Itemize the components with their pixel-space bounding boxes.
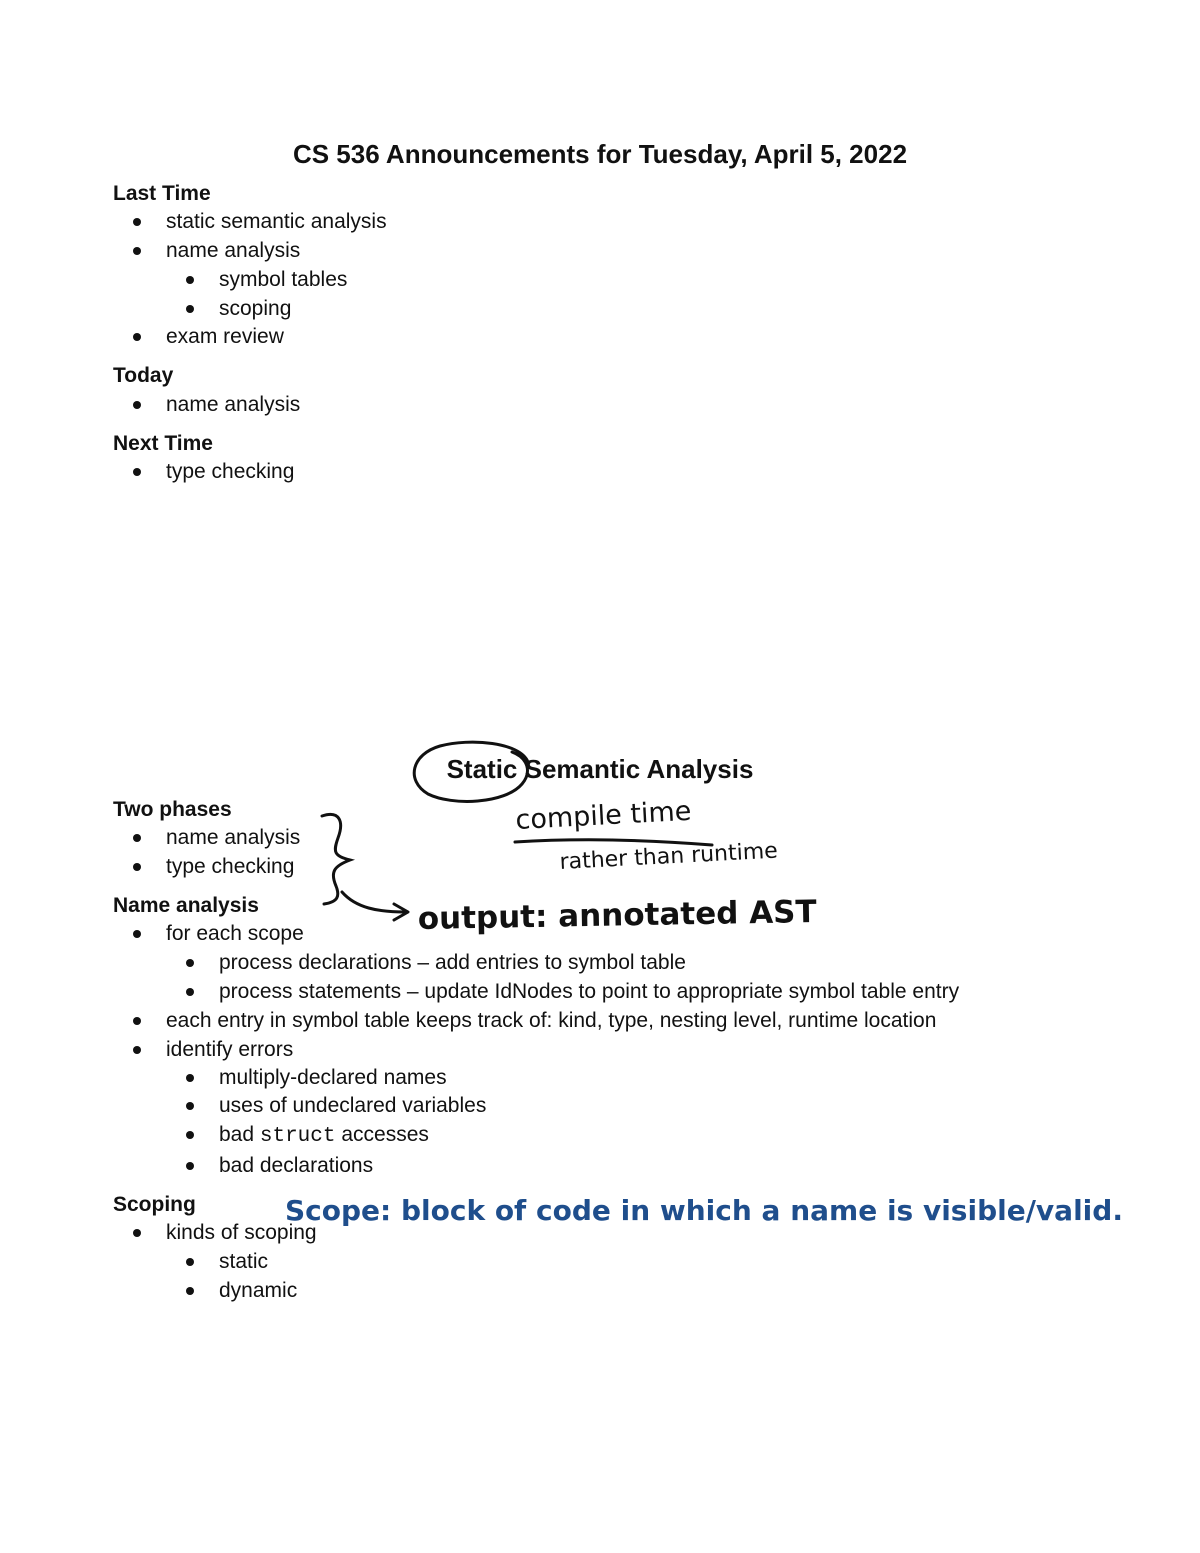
list-item: process statements – update IdNodes to point to appropriate symbol table entry xyxy=(219,979,959,1005)
list-item: dynamic xyxy=(219,1278,297,1304)
handwriting-scope-definition: Scope: block of code in which a name is visible/valid. xyxy=(285,1194,1123,1227)
bullet-icon xyxy=(186,1287,194,1295)
list-item: each entry in symbol table keeps track of: kind, type, nesting level, runtime location xyxy=(166,1008,936,1034)
heading-scoping: Scoping xyxy=(113,1193,196,1216)
heading-last-time: Last Time xyxy=(113,182,211,205)
bullet-icon xyxy=(133,247,141,255)
heading-today: Today xyxy=(113,364,174,387)
bullet-icon xyxy=(186,1258,194,1266)
list-item: multiply-declared names xyxy=(219,1065,447,1091)
list-item: scoping xyxy=(219,296,291,322)
list-item: identify errors xyxy=(166,1037,293,1063)
heading-next-time: Next Time xyxy=(113,432,213,455)
bullet-icon xyxy=(133,834,141,842)
list-item: bad struct accesses xyxy=(219,1122,429,1150)
list-item: uses of undeclared variables xyxy=(219,1093,486,1119)
underline-stroke xyxy=(515,840,712,845)
bullet-icon xyxy=(186,988,194,996)
bullet-icon xyxy=(133,468,141,476)
bullet-icon xyxy=(133,863,141,871)
list-item: process declarations – add entries to symbol table xyxy=(219,950,686,976)
handwriting-compile-time: compile time xyxy=(514,795,693,836)
brace-annotation xyxy=(322,814,350,904)
bullet-icon xyxy=(186,1162,194,1170)
bullet-icon xyxy=(133,401,141,409)
code-keyword: struct xyxy=(259,1125,336,1148)
list-item: static semantic analysis xyxy=(166,209,387,235)
list-item: for each scope xyxy=(166,921,304,947)
list-item: exam review xyxy=(166,324,284,350)
handwriting-rather-than-runtime: rather than runtime xyxy=(559,838,779,875)
page-title: CS 536 Announcements for Tuesday, April 5, 2022 xyxy=(292,139,908,169)
bullet-icon xyxy=(186,1074,194,1082)
list-item: static xyxy=(219,1249,268,1275)
bullet-icon xyxy=(133,333,141,341)
list-item: bad declarations xyxy=(219,1153,373,1179)
list-item: name analysis xyxy=(166,238,300,264)
heading-two-phases: Two phases xyxy=(113,798,232,821)
section-title: Static Semantic Analysis xyxy=(446,754,754,784)
list-item: symbol tables xyxy=(219,267,347,293)
bullet-icon xyxy=(186,305,194,313)
list-item: name analysis xyxy=(166,392,300,418)
bullet-icon xyxy=(133,1017,141,1025)
bullet-icon xyxy=(133,1046,141,1054)
bullet-icon xyxy=(133,930,141,938)
bullet-icon xyxy=(133,1229,141,1237)
list-item: kinds of scoping xyxy=(166,1220,317,1246)
arrow-annotation xyxy=(342,892,405,912)
bullet-icon xyxy=(186,1102,194,1110)
list-item: name analysis xyxy=(166,825,300,851)
bullet-icon xyxy=(186,276,194,284)
bullet-icon xyxy=(186,1131,194,1139)
arrow-head xyxy=(394,904,408,920)
list-item: type checking xyxy=(166,854,294,880)
bullet-icon xyxy=(186,959,194,967)
list-item: type checking xyxy=(166,459,294,485)
heading-name-analysis: Name analysis xyxy=(113,894,259,917)
handwriting-output: output: annotated AST xyxy=(417,894,817,937)
bullet-icon xyxy=(133,218,141,226)
